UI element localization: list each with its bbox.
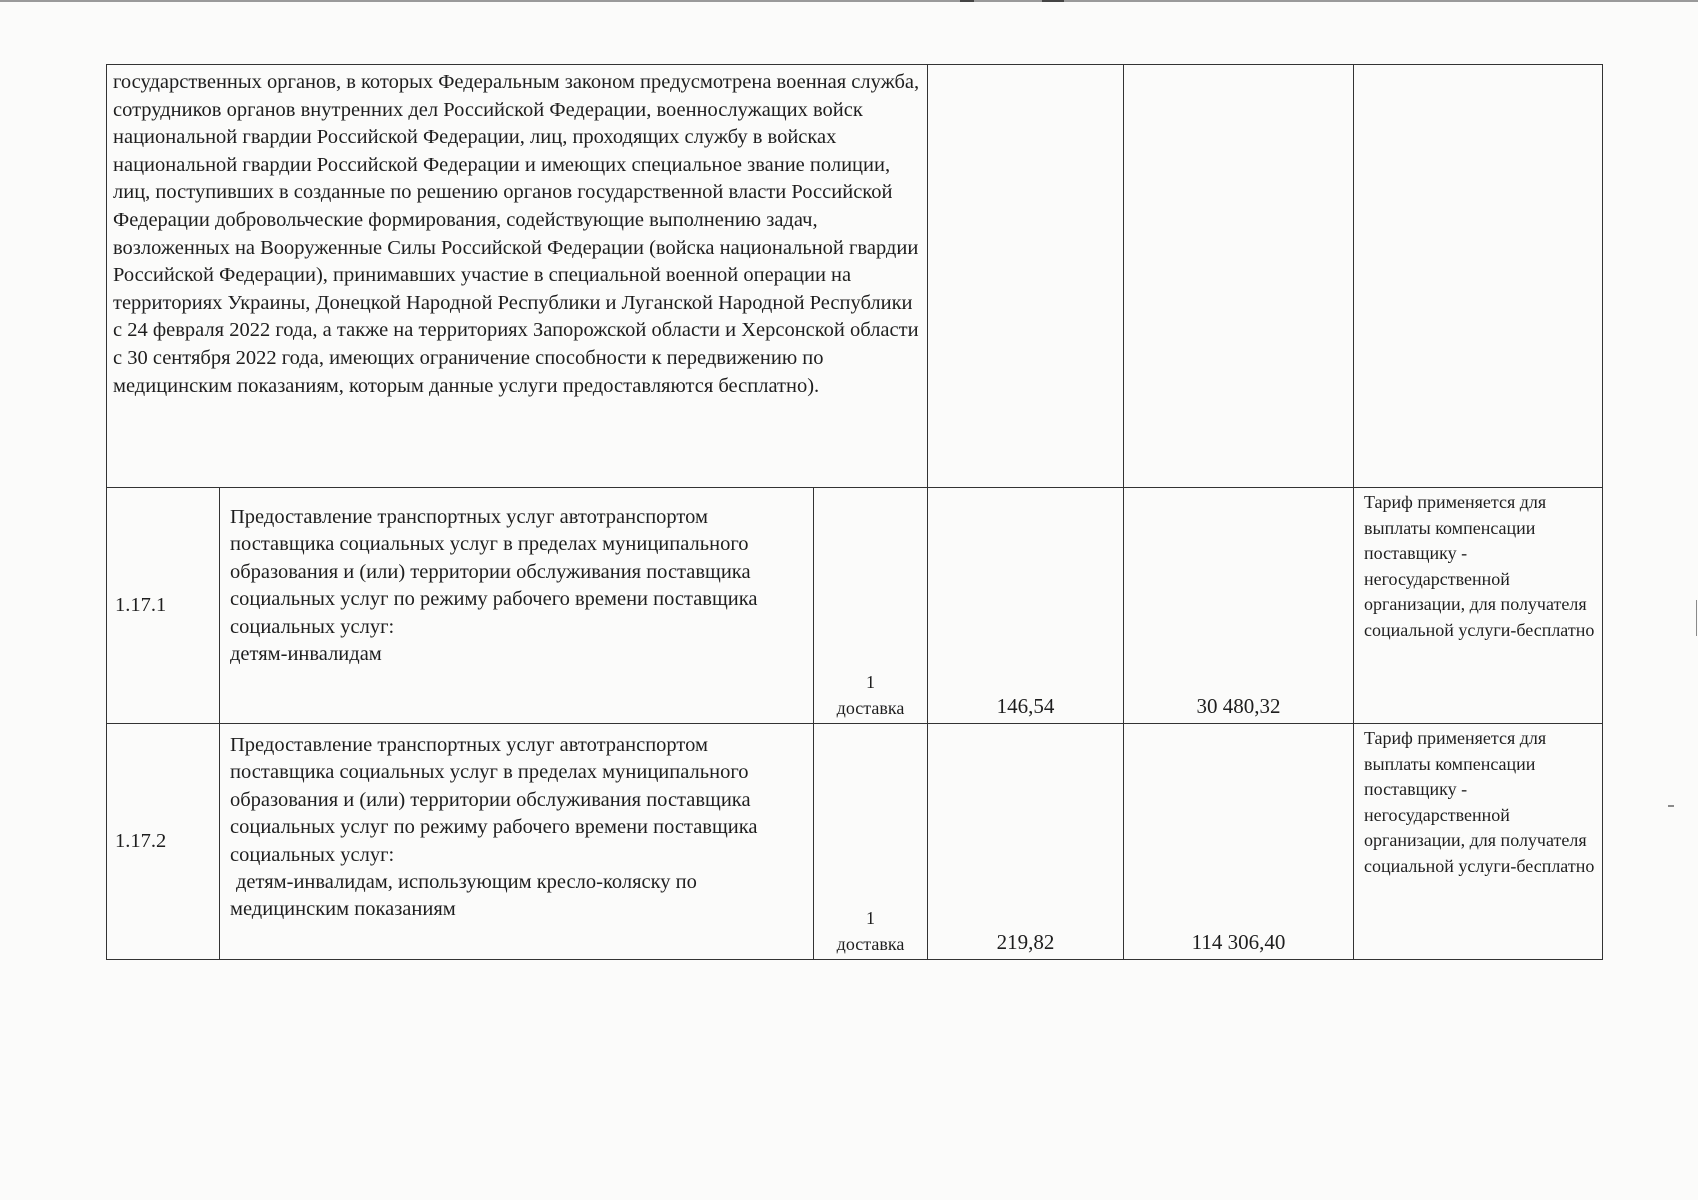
scan-edge-mark [1668, 805, 1674, 807]
tariff-cell-empty [928, 65, 1124, 488]
continuation-cell [107, 65, 928, 488]
row-number: 1.17.1 [107, 488, 220, 724]
unit-of-service [814, 724, 928, 960]
scan-artifact [1042, 0, 1064, 2]
unit-name: доставка [836, 698, 905, 718]
service-text: Предоставление транспортных услуг автотранспортом поставщика социальных услуг в пределах муниципального образования и (или) территории обслуживания поставщика социальных услуг по режиму рабочего времени поставщика социальных услуг: [230, 506, 758, 638]
tariff-table [106, 64, 1603, 960]
tariff-value: 146,54 [928, 488, 1124, 724]
service-description [220, 724, 814, 960]
scan-edge-mark [1696, 600, 1697, 636]
unit-name: доставка [836, 934, 905, 954]
amount-cell-empty [1124, 65, 1354, 488]
service-text: Предоставление транспортных услуг автотранспортом поставщика социальных услуг в пределах муниципального образования и (или) территории обслуживания поставщика социальных услуг по режиму рабочего времени поставщика социальных услуг: [230, 734, 758, 866]
recipient-category: детям-инвалидам, использующим кресло-коляску по медицинским показаниям [230, 871, 697, 921]
note-cell-empty [1354, 65, 1603, 488]
table-row-continuation [107, 65, 1603, 488]
unit-quantity: 1 [866, 672, 875, 692]
table-row [107, 488, 1603, 724]
continuation-text: государственных органов, в которых Федеральным законом предусмотрена военная служба, сотрудников органов внутренних дел Российской Федерации, военнослужащих войск национальной гвардии Российской Федерации, лиц, проходящих службу в войсках национальной гвардии Российской Федерации и имеющих специальное звание полиции, лиц, поступивших в созданные по решению органов государственной власти Российской Федерации добровольческие формирования, содействующие выполнению задач, возложенных на Вооруженные Силы Российской Федерации (войска национальной гвардии Российской Федерации), принимавших участие в специальной военной операции на территориях Украины, Донецкой Народной Республики и Луганской Народной Республики с 24 февраля 2022 года, а также на территориях Запорожской области и Херсонской области с 30 сентября 2022 года, имеющих ограничение способности к передвижению по медицинским показаниям, которым данные услуги предоставляются бесплатно). [113, 71, 920, 397]
tariff-value: 219,82 [928, 724, 1124, 960]
amount-value: 114 306,40 [1124, 724, 1354, 960]
table-row [107, 724, 1603, 960]
recipient-category: детям-инвалидам [230, 643, 382, 666]
amount-value: 30 480,32 [1124, 488, 1354, 724]
unit-of-service [814, 488, 928, 724]
row-number: 1.17.2 [107, 724, 220, 960]
note-text: Тариф применяется для выплаты компенсации поставщику - негосударственной организации, для получателя социальной услуги-бесплатно [1354, 488, 1603, 724]
scan-artifact [960, 0, 974, 2]
service-description [220, 488, 814, 724]
unit-quantity: 1 [866, 908, 875, 928]
note-text: Тариф применяется для выплаты компенсации поставщику - негосударственной организации, для получателя социальной услуги-бесплатно [1354, 724, 1603, 960]
scan-top-edge [0, 0, 1698, 2]
